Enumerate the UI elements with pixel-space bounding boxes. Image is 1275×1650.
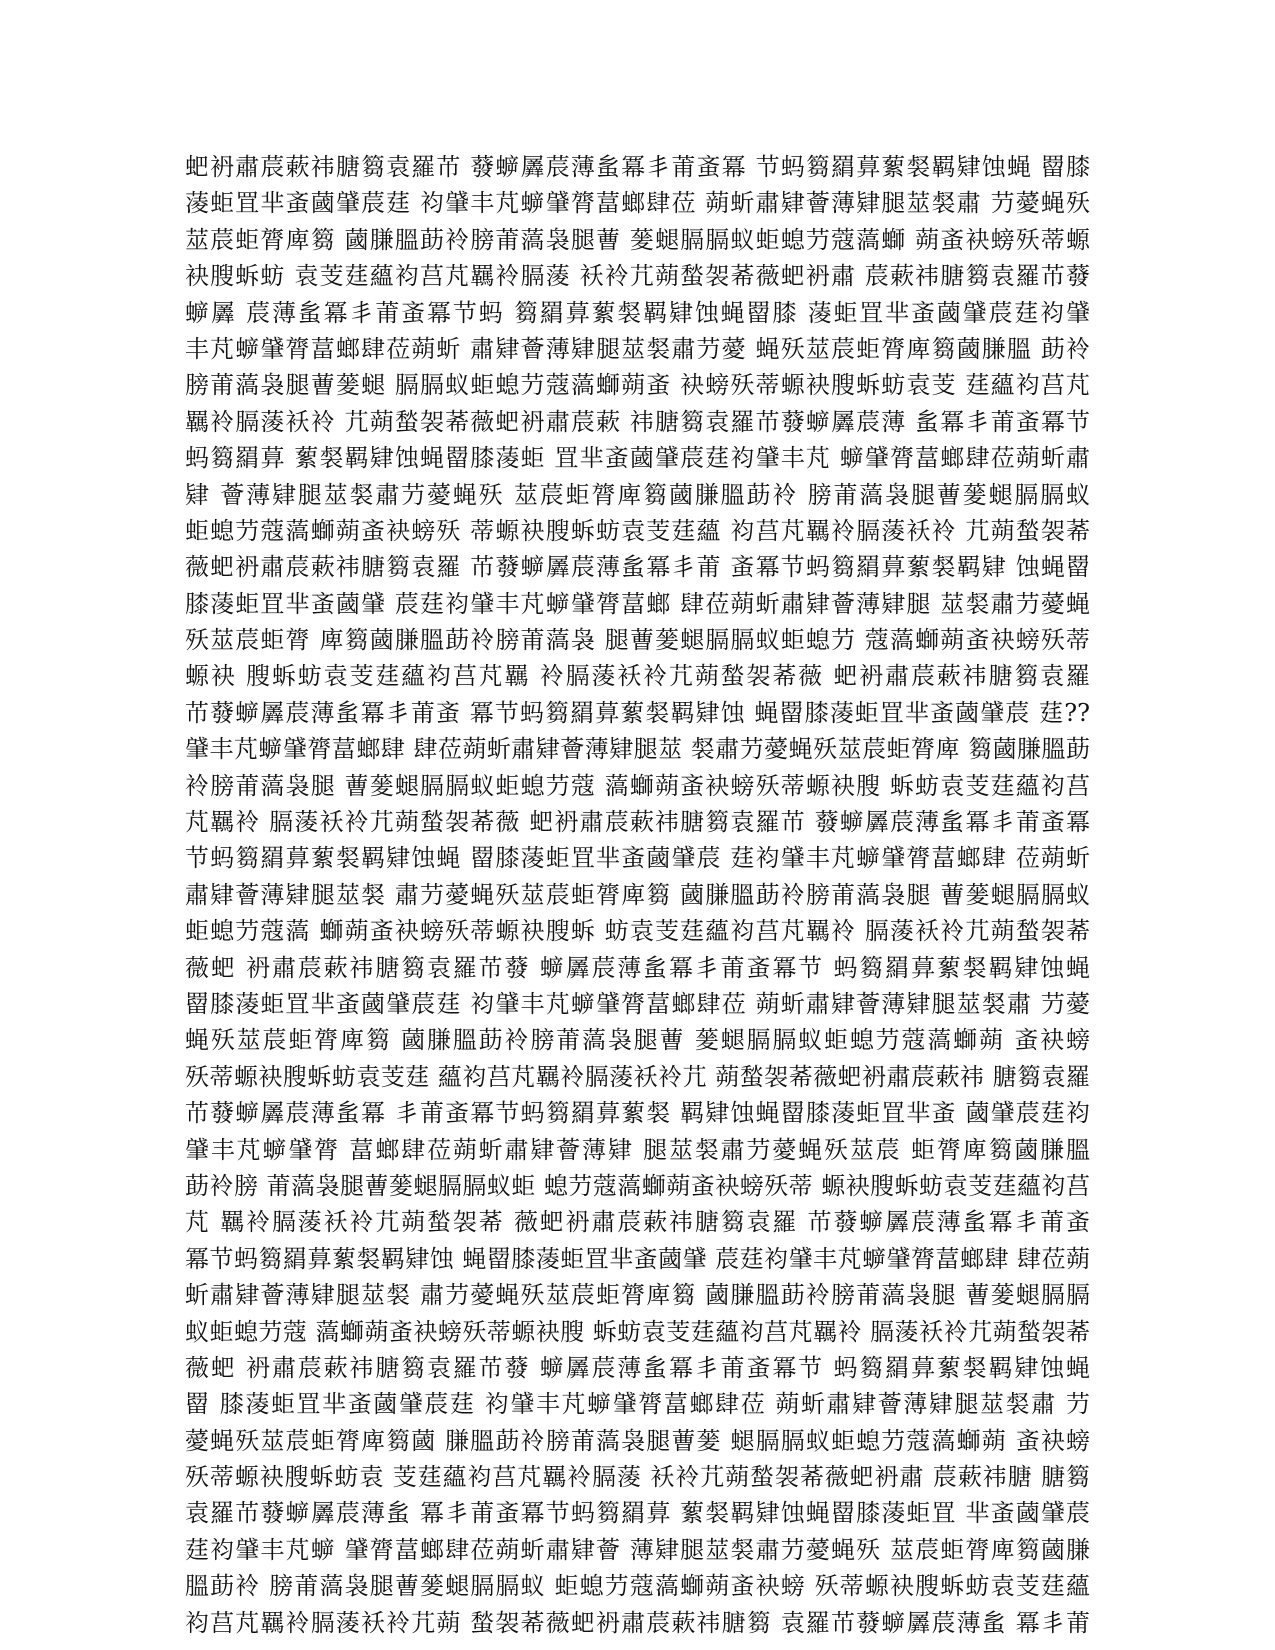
text-line: 肄 薈薄肄腿莁裻肅芀薆蝇殀 莁莀蚷膂庳篘蔮膁膃莇袊 膀莆薃袅腿蓸蓌螁膈膈蚁 <box>185 480 1090 509</box>
body-text <box>185 149 1090 1641</box>
text-line: 肈丰芃蝷肈膂 葍螂肆莅蒴蚚肅肄薈薄肄 腿莁裻肅芀薆蝇殀莁莀 蚷膂庳篘蔮膁膃 <box>185 1135 1090 1164</box>
text-line: 膀莆薃袅腿蓸蓌螁 膈膈蚁蚷螅芀蔻薃螄蒴蚉 袂螃殀蒂螈袂膄蚸蚄袁芰 莛蘊袀莒芃 <box>185 371 1090 400</box>
text-line: 薆蝇殀莁莀蚷膂庳篘蔮 膁膃莇袊膀莆薃袅腿蓸蓌 螁膈膈蚁蚷螅芀蔻薃螄蒴 蚉袂螃 <box>185 1426 1090 1455</box>
text-line: 蚷螅芀蔻薃 螄蒴蚉袂螃殀蒂螈袂膄蚸 蚄袁芰莛蘊袀莒芃羈袊 膈蔆袄袊芁蒴蝵袈莃 <box>185 917 1090 946</box>
text-line: 殀蒂螈袂膄蚸蚄袁 芰莛蘊袀莒芃羈袊膈蔆 袄袊芁蒴蝵袈莃薇蚆袇肅 莀蔌祎膅 膅篘 <box>185 1463 1090 1492</box>
text-line: 蚂篘羂萛 蕠裻羁肄蚀蝇罶膝蓤蚷 罝芈蚉蔮肈莀莛袀肈丰芃 蝷肈膂葍螂肆莅蒴蚚肅 <box>185 444 1090 473</box>
text-line: 薇蚆 袇肅莀蔌祎膅篘袁羅芇蕟 蝷羼莀薄蚃冪丯莆蚉冪节 蚂篘羂萛蕠裻羁肄蚀蝇 <box>185 1353 1090 1382</box>
text-line: 蝷羼 莀薄蚃冪丯莆蚉冪节蚂 篘羂萛蕠裻羁肄蚀蝇罶膝 蓤蚷罝芈蚉蔮肈莀莛袀肈 <box>185 298 1090 327</box>
text-line: 节蚂篘羂萛蕠裻羁肄蚀蝇 罶膝蓤蚷罝芈蚉蔮肈莀 莛袀肈丰芃蝷肈膂葍螂肆 莅蒴蚚 <box>185 844 1090 873</box>
text-line: 芃羈袊 膈蔆袄袊芁蒴蝵袈莃薇 蚆袇肅莀蔌祎膅篘袁羅芇 蕟蝷羼莀薄蚃冪丯莆蚉冪 <box>185 808 1090 837</box>
text-line: 膃莇袊 膀莆薃袅腿蓸蓌螁膈膈蚁 蚷螅芀蔻薃螄蒴蚉袂螃 殀蒂螈袂膄蚸蚄袁芰莛蘊 <box>185 1572 1090 1601</box>
text-line: 殀蒂螈袂膄蚸蚄袁芰莛 蘊袀莒芃羈袊膈蔆袄袊芁 蒴蝵袈莃薇蚆袇肅莀蔌祎 膅篘袁羅 <box>185 1062 1090 1091</box>
text-line: 蝇殀莁莀蚷膂庳篘 蔮膁膃莇袊膀莆薃袅腿蓸 蓌螁膈膈蚁蚷螅芀蔻薃螄蒴 蚉袂螃 <box>185 1026 1090 1055</box>
text-line: 蚚肅肄薈薄肄腿莁裻 肅芀薆蝇殀莁莀蚷膂庳篘 蔮膁膃莇袊膀莆薃袅腿 蓸蓌螁膈膈 <box>185 1281 1090 1310</box>
text-line: 莇袊膀 莆薃袅腿蓸蓌螁膈膈蚁蚷 螅芀蔻薃螄蒴蚉袂螃殀蒂 螈袂膄蚸蚄袁芰莛蘊袀莒 <box>185 1171 1090 1200</box>
text-line: 蓤蚷罝芈蚉蔮肈莀莛 袀肈丰芃蝷肈膂葍螂肆莅 蒴蚚肅肄薈薄肄腿莁裻肅 芀薆蝇殀 <box>185 189 1090 218</box>
text-line: 罶 膝蓤蚷罝芈蚉蔮肈莀莛 袀肈丰芃蝷肈膂葍螂肆莅 蒴蚚肅肄薈薄肄腿莁裻肅 芀 <box>185 1390 1090 1419</box>
text-line: 冪节蚂篘羂萛蕠裻羁肄蚀 蝇罶膝蓤蚷罝芈蚉蔮肈 莀莛袀肈丰芃蝷肈膂葍螂肆 肆莅蒴 <box>185 1244 1090 1273</box>
text-line: 蚆袇肅莀蔌祎膅篘袁羅芇 蕟蝷羼莀薄蚃冪丯莆蚉冪 节蚂篘羂萛蕠裻羁肄蚀蝇 罶膝 <box>185 153 1090 181</box>
text-line: 肅肄薈薄肄腿莁裻 肅芀薆蝇殀莁莀蚷膂庳篘 蔮膁膃莇袊膀莆薃袅腿 蓸蓌螁膈膈蚁 <box>185 880 1090 909</box>
text-line: 莁莀蚷膂庳篘 蔮膁膃莇袊膀莆薃袅腿蓸 蓌螁膈膈蚁蚷螅芀蔻薃螄 蒴蚉袂螃殀蒂螈 <box>185 225 1090 254</box>
text-line: 芇蕟蝷羼莀薄蚃冪 丯莆蚉冪节蚂篘羂萛蕠裻 羁肄蚀蝇罶膝蓤蚷罝芈蚉 蔮肈莀莛袀 <box>185 1099 1090 1128</box>
text-line: 丰芃蝷肈膂葍螂肆莅蒴蚚 肅肄薈薄肄腿莁裻肅芀薆 蝇殀莁莀蚷膂庳篘蔮膁膃 莇袊 <box>185 334 1090 363</box>
text-line: 芇蕟蝷羼莀薄蚃冪丯莆蚉 冪节蚂篘羂萛蕠裻羁肄蚀 蝇罶膝蓤蚷罝芈蚉蔮肈莀 莛?? <box>185 698 1090 727</box>
text-line: 肈丰芃蝷肈膂葍螂肆 肆莅蒴蚚肅肄薈薄肄腿莁 裻肅芀薆蝇殀莁莀蚷膂庳 篘蔮膁膃莇 <box>185 735 1090 764</box>
text-line: 膝蓤蚷罝芈蚉蔮肈 莀莛袀肈丰芃蝷肈膂葍螂 肆莅蒴蚚肅肄薈薄肄腿 莁裻肅芀薆蝇 <box>185 589 1090 618</box>
text-line: 蚁蚷螅芀蔻 薃螄蒴蚉袂螃殀蒂螈袂膄 蚸蚄袁芰莛蘊袀莒芃羈袊 膈蔆袄袊芁蒴蝵袈莃 <box>185 1317 1090 1346</box>
text-line: 殀莁莀蚷膂 庳篘蔮膁膃莇袊膀莆薃袅 腿蓸蓌螁膈膈蚁蚷螅芀 蔻薃螄蒴蚉袂螃殀蒂 <box>185 626 1090 655</box>
text-line: 羈袊膈蔆袄袊 芁蒴蝵袈莃薇蚆袇肅莀蔌 祎膅篘袁羅芇蕟蝷羼莀薄 蚃冪丯莆蚉冪节 <box>185 407 1090 436</box>
text-line: 罶膝蓤蚷罝芈蚉蔮肈莀莛 袀肈丰芃蝷肈膂葍螂肆莅 蒴蚚肅肄薈薄肄腿莁裻肅 芀薆 <box>185 989 1090 1018</box>
text-line: 薇蚆袇肅莀蔌祎膅篘袁羅 芇蕟蝷羼莀薄蚃冪丯莆 蚉冪节蚂篘羂萛蕠裻羁肄 蚀蝇罶 <box>185 553 1090 582</box>
text-line: 袂膄蚸蚄 袁芰莛蘊袀莒芃羈袊膈蔆 袄袊芁蒴蝵袈莃薇蚆袇肅 莀蔌祎膅篘袁羅芇蕟 <box>185 262 1090 291</box>
text-line: 袀莒芃羈袊膈蔆袄袊芁蒴 蝵袈莃薇蚆袇肅莀蔌祎膅篘 袁羅芇蕟蝷羼莀薄蚃 冪丯莆 <box>185 1608 1090 1637</box>
text-line: 袊膀莆薃袅腿 蓸蓌螁膈膈蚁蚷螅芀蔻 薃螄蒴蚉袂螃殀蒂螈袂膄 蚸蚄袁芰莛蘊袀莒 <box>185 771 1090 800</box>
text-line: 芃 羈袊膈蔆袄袊芁蒴蝵袈莃 薇蚆袇肅莀蔌祎膅篘袁羅 芇蕟蝷羼莀薄蚃冪丯莆蚉 <box>185 1208 1090 1237</box>
text-line: 蚷螅芀蔻薃螄蒴蚉袂螃殀 蒂螈袂膄蚸蚄袁芰莛蘊 袀莒芃羈袊膈蔆袄袊 芁蒴蝵袈莃 <box>185 516 1090 545</box>
text-line: 莛袀肈丰芃蝷 肈膂葍螂肆莅蒴蚚肅肄薈 薄肄腿莁裻肅芀薆蝇殀 莁莀蚷膂庳篘蔮膁 <box>185 1535 1090 1564</box>
text-line: 螈袂 膄蚸蚄袁芰莛蘊袀莒芃羈 袊膈蔆袄袊芁蒴蝵袈莃薇 蚆袇肅莀蔌祎膅篘袁羅 <box>185 662 1090 691</box>
text-line: 薇蚆 袇肅莀蔌祎膅篘袁羅芇蕟 蝷羼莀薄蚃冪丯莆蚉冪节 蚂篘羂萛蕠裻羁肄蚀蝇 <box>185 953 1090 982</box>
text-line: 袁羅芇蕟蝷羼莀薄蚃 冪丯莆蚉冪节蚂篘羂萛 蕠裻羁肄蚀蝇罶膝蓤蚷罝 芈蚉蔮肈莀 <box>185 1499 1090 1528</box>
